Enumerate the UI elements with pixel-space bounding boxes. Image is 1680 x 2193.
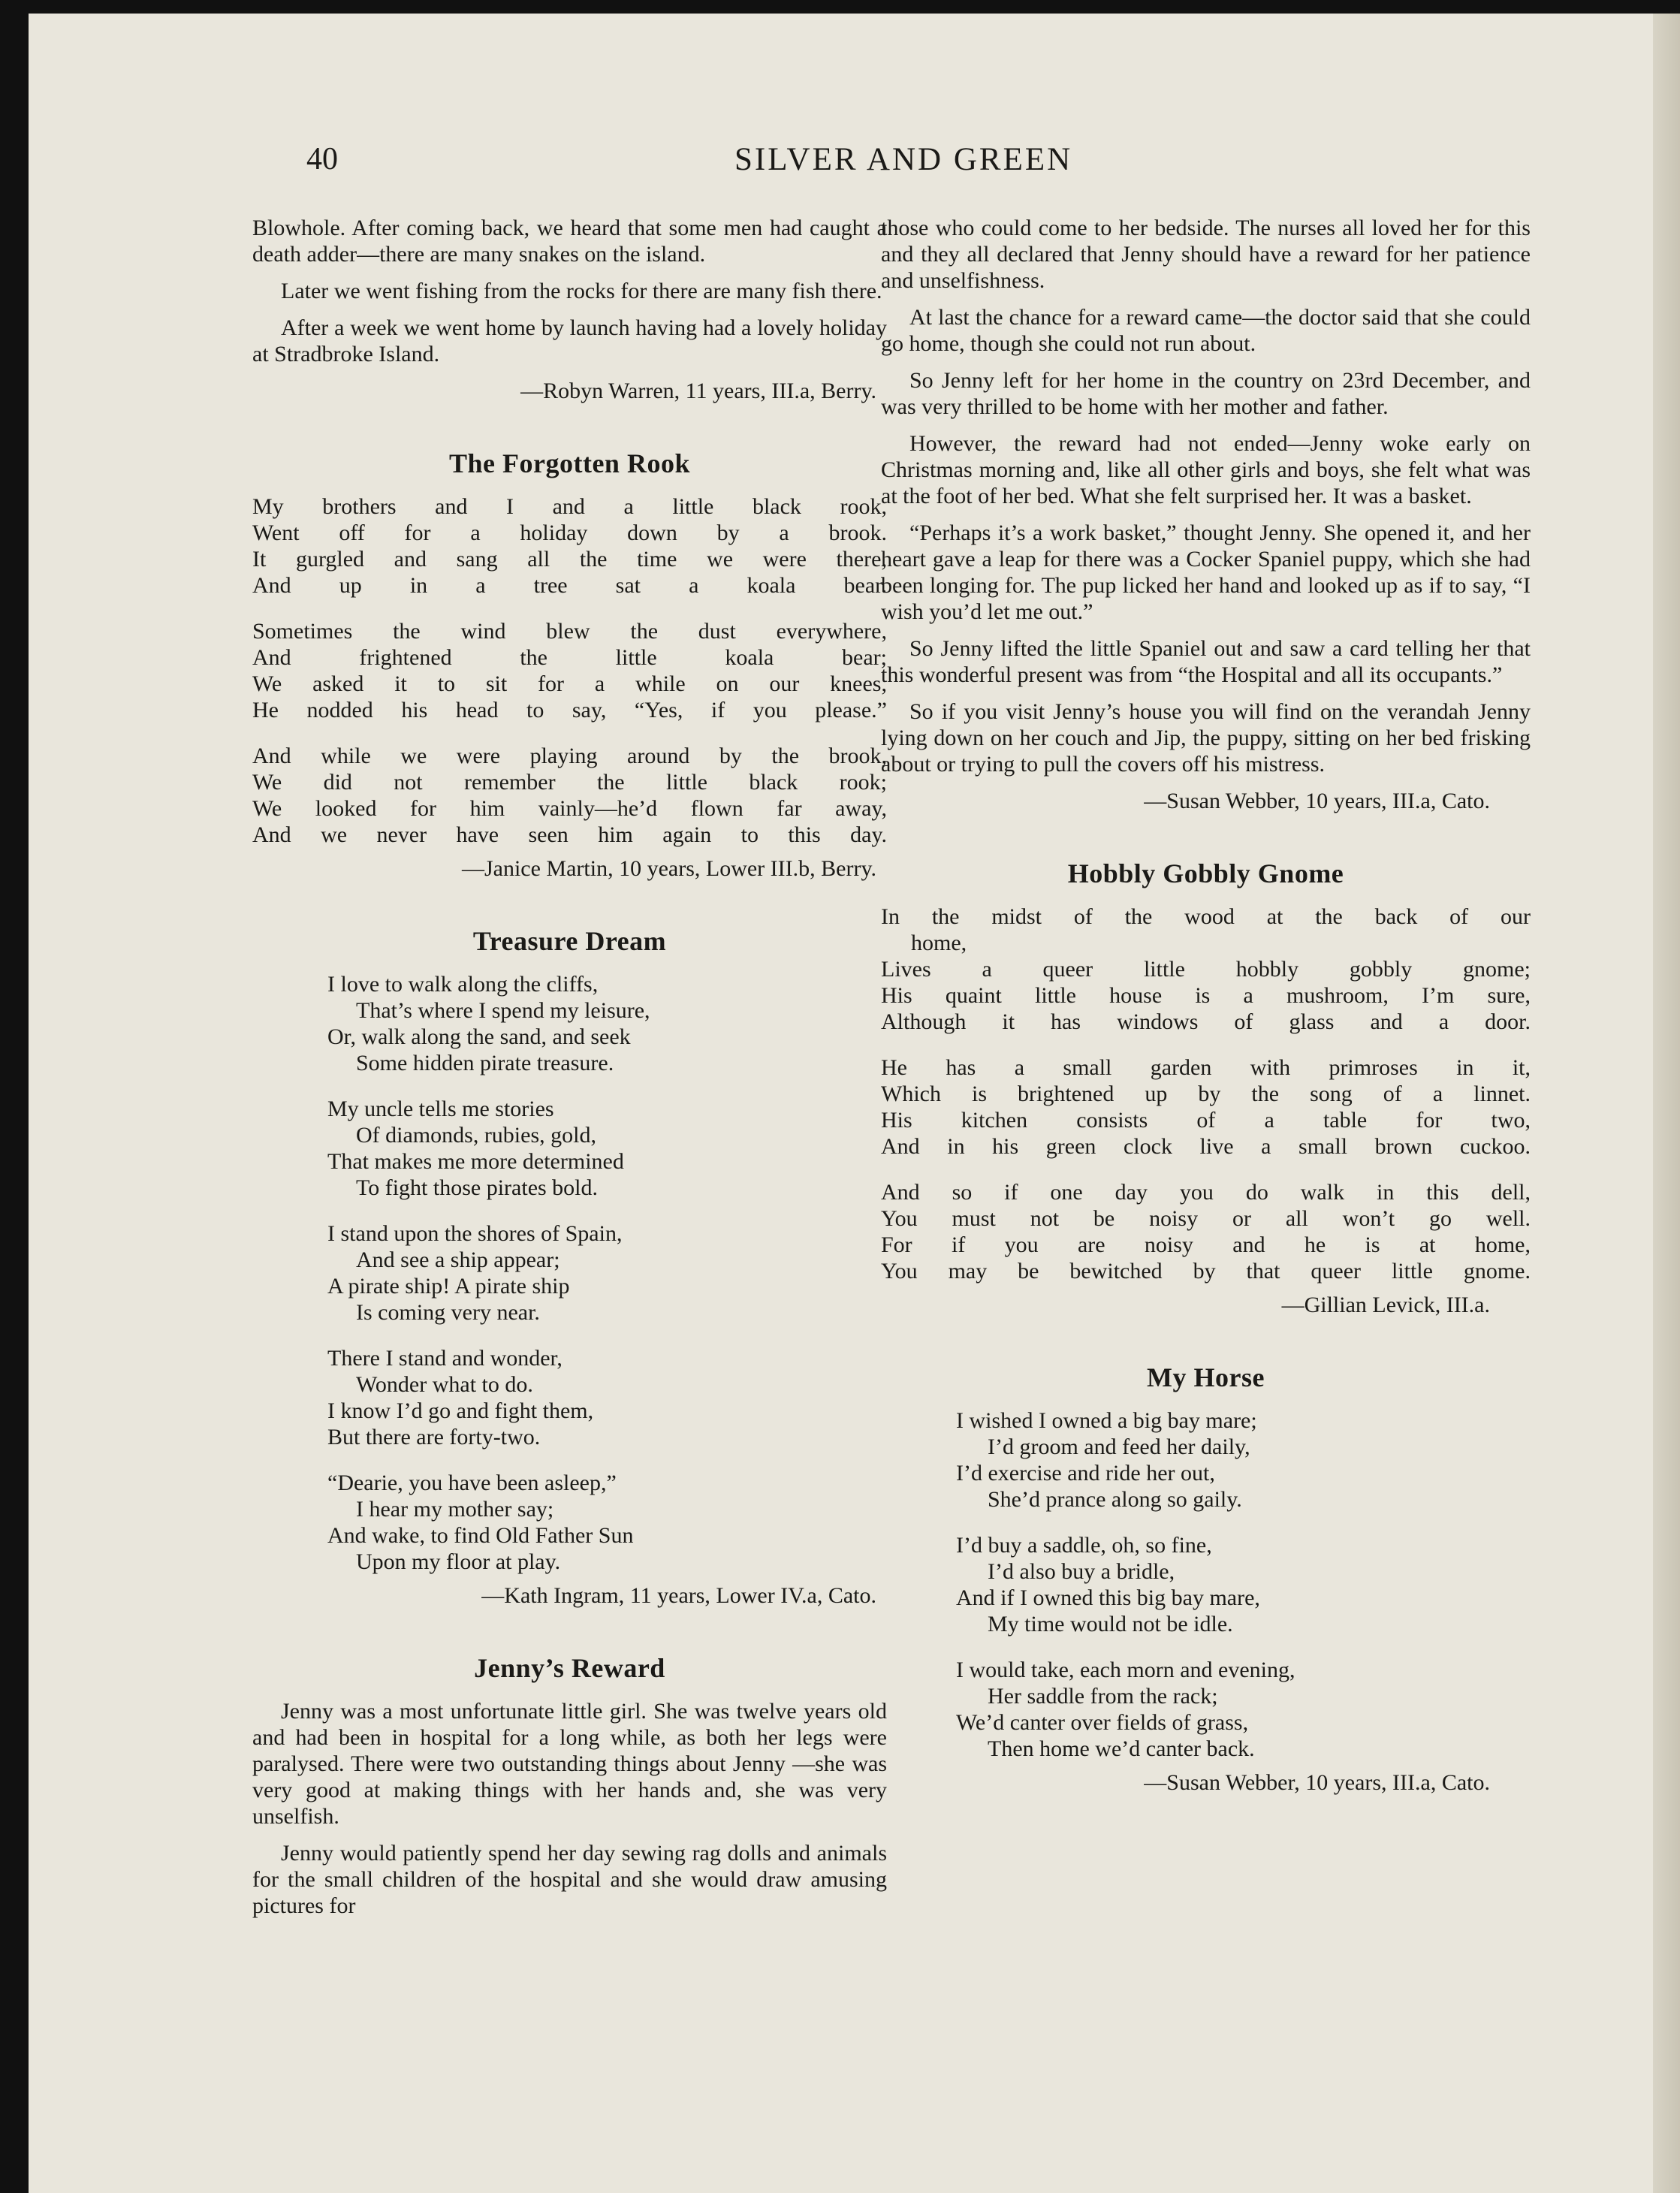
story-title: Jenny’s Reward — [474, 1653, 665, 1683]
running-title: SILVER AND GREEN — [734, 142, 1073, 177]
poem-line: I’d also buy a bridle, — [988, 1559, 1175, 1584]
poem-line: That’s where I spend my leisure, — [356, 998, 650, 1023]
poem-line: A pirate ship! A pirate ship — [327, 1274, 570, 1299]
stanza — [327, 1470, 887, 1575]
byline: —Susan Webber, 10 years, III.a, Cato. — [1144, 1770, 1490, 1795]
byline: —Robyn Warren, 11 years, III.a, Berry. — [520, 379, 876, 403]
poem-line: I hear my mother say; — [356, 1497, 554, 1522]
poem-line: My brothers and I and a little black rook, — [252, 494, 887, 519]
poem-line: And frightened the little koala bear; — [252, 645, 887, 670]
poem-line: Went off for a holiday down by a brook. — [252, 520, 887, 545]
stanza — [252, 618, 887, 723]
page-header — [254, 141, 1606, 186]
poem-line: She’d prance along so gaily. — [988, 1487, 1242, 1512]
poem-line: And wake, to find Old Father Sun — [327, 1523, 634, 1548]
stanza — [252, 493, 887, 599]
poem-line: We did not remember the little black rook; — [252, 770, 887, 795]
poem-line: Which is brightened up by the song of a linnet. — [881, 1081, 1531, 1106]
poem-line: My uncle tells me stories — [327, 1096, 554, 1121]
poem-line: home, — [911, 931, 967, 955]
poem-my-horse — [881, 1407, 1531, 1762]
poem-line: Upon my floor at play. — [356, 1549, 561, 1574]
poem-line: I’d buy a saddle, oh, so fine, — [956, 1533, 1212, 1558]
byline: —Susan Webber, 10 years, III.a, Cato. — [1144, 789, 1490, 813]
stanza — [881, 1054, 1531, 1160]
poem-line: Then home we’d canter back. — [988, 1736, 1255, 1761]
poem-line: And in his green clock live a small brown cuckoo. — [881, 1134, 1531, 1159]
poem-line: We’d canter over fields of grass, — [956, 1710, 1249, 1735]
poem-line: His quaint little house is a mushroom, I’m sure, — [881, 983, 1531, 1008]
poem-line: And we never have seen him again to this day. — [252, 822, 887, 847]
poem-line: Is coming very near. — [356, 1300, 540, 1325]
stanza — [881, 1179, 1531, 1284]
poem-line: And while we were playing around by the brook, — [252, 744, 887, 768]
paragraph: “Perhaps it’s a work basket,” thought Jenny. She opened it, and her heart gave a leap for there was a Cocker Spaniel puppy, which she had been longing for. The pup licked her hand and looked up as if to say, “I wish you’d let me out.” — [881, 520, 1531, 624]
poem-line: And up in a tree sat a koala bear. — [252, 573, 887, 598]
poem-line: I wished I owned a big bay mare; — [956, 1408, 1257, 1433]
poem-line: Lives a queer little hobbly gobbly gnome; — [881, 957, 1531, 982]
poem-line: I know I’d go and fight them, — [327, 1398, 594, 1423]
poem-line: You must not be noisy or all won’t go well. — [881, 1206, 1531, 1231]
poem-line: Some hidden pirate treasure. — [356, 1051, 614, 1075]
stanza — [327, 1096, 887, 1201]
stanza — [881, 903, 1531, 1035]
poem-line: To fight those pirates bold. — [356, 1175, 599, 1200]
paragraph: Later we went fishing from the rocks for there are many fish there. — [281, 279, 882, 303]
poem-line: Her saddle from the rack; — [988, 1684, 1218, 1709]
poem-forgotten-rook — [252, 493, 887, 848]
page-gutter — [1653, 14, 1680, 2193]
poem-line: I would take, each morn and evening, — [956, 1658, 1295, 1682]
paragraph: So if you visit Jenny’s house you will find on the verandah Jenny lying down on her couch and Jip, the puppy, sitting on her bed frisking about or trying to pull the covers off his mistress. — [881, 699, 1531, 777]
poem-line: Wonder what to do. — [356, 1372, 533, 1397]
paragraph: Jenny would patiently spend her day sewing rag dolls and animals for the small children of the hospital and she would draw amusing pictures for — [252, 1841, 887, 1918]
stanza — [956, 1407, 1531, 1513]
poem-hobbly-gobbly-gnome — [881, 903, 1531, 1284]
poem-treasure-dream — [252, 971, 887, 1575]
poem-line: Although it has windows of glass and a door. — [881, 1009, 1531, 1034]
paragraph: Jenny was a most unfortunate little girl. She was twelve years old and had been in hospital for a long while, as both her legs were paralysed. There were two outstanding things about Jenny —she was very good at making things with her hands and, she was very unselfish. — [252, 1699, 887, 1829]
stanza — [956, 1657, 1531, 1762]
poem-line: “Dearie, you have been asleep,” — [327, 1471, 617, 1495]
poem-line: His kitchen consists of a table for two, — [881, 1108, 1531, 1133]
byline: —Janice Martin, 10 years, Lower III.b, Berry. — [461, 856, 876, 881]
poem-title: Hobbly Gobbly Gnome — [1067, 858, 1344, 888]
poem-title: Treasure Dream — [472, 926, 667, 956]
poem-line: There I stand and wonder, — [327, 1346, 563, 1371]
poem-line: And see a ship appear; — [356, 1247, 560, 1272]
poem-line: I stand upon the shores of Spain, — [327, 1221, 623, 1246]
paragraph: After a week we went home by launch having had a lovely holiday at Stradbroke Island. — [252, 315, 887, 367]
poem-title: My Horse — [1147, 1362, 1265, 1392]
poem-line: He has a small garden with primroses in it, — [881, 1055, 1531, 1080]
poem-line: It gurgled and sang all the time we were there, — [252, 547, 887, 572]
poem-line: We asked it to sit for a while on our knees, — [252, 671, 887, 696]
poem-line: Sometimes the wind blew the dust everywhere, — [252, 619, 887, 644]
poem-title: The Forgotten Rook — [449, 448, 690, 478]
magazine-page — [29, 14, 1680, 2193]
poem-line: In the midst of the wood at the back of our — [881, 904, 1531, 929]
poem-line: I’d exercise and ride her out, — [956, 1461, 1215, 1486]
stanza — [327, 1345, 887, 1450]
poem-line: That makes me more determined — [327, 1149, 624, 1174]
poem-line: I’d groom and feed her daily, — [988, 1434, 1250, 1459]
paragraph: At last the chance for a reward came—the doctor said that she could go home, though she could not run about. — [881, 305, 1531, 356]
poem-line: I love to walk along the cliffs, — [327, 972, 599, 997]
poem-line: Or, walk along the sand, and seek — [327, 1024, 631, 1049]
poem-line: And if I owned this big bay mare, — [956, 1585, 1260, 1610]
page-number: 40 — [306, 142, 338, 176]
poem-line: But there are forty-two. — [327, 1425, 541, 1449]
paragraph: So Jenny lifted the little Spaniel out and saw a card telling her that this wonderful present was from “the Hospital and all its occupants.” — [881, 636, 1531, 687]
paragraph: However, the reward had not ended—Jenny woke early on Christmas morning and, like all other girls and boys, she felt what was at the foot of her bed. What she felt surprised her. It was a basket. — [881, 431, 1531, 508]
right-column — [881, 215, 1531, 1796]
poem-line: For if you are noisy and he is at home, — [881, 1232, 1531, 1257]
poem-line: You may be bewitched by that queer little gnome. — [881, 1259, 1531, 1284]
byline: —Gillian Levick, III.a. — [1281, 1293, 1490, 1317]
poem-line: My time would not be idle. — [988, 1612, 1233, 1636]
paragraph: So Jenny left for her home in the country on 23rd December, and was very thrilled to be home with her mother and father. — [881, 368, 1531, 419]
paragraph: Blowhole. After coming back, we heard that some men had caught a death adder—there are many snakes on the island. — [252, 216, 887, 267]
poem-line: We looked for him vainly—he’d flown far away, — [252, 796, 887, 821]
byline: —Kath Ingram, 11 years, Lower IV.a, Cato. — [481, 1583, 876, 1608]
poem-line: And so if one day you do walk in this dell, — [881, 1180, 1531, 1205]
poem-line: Of diamonds, rubies, gold, — [356, 1123, 596, 1148]
stanza — [956, 1532, 1531, 1637]
poem-line: He nodded his head to say, “Yes, if you please.” — [252, 698, 887, 722]
stanza — [327, 1220, 887, 1326]
stanza — [327, 971, 887, 1076]
left-column — [252, 215, 887, 1929]
stanza — [252, 743, 887, 848]
paragraph: those who could come to her bedside. The nurses all loved her for this and they all declared that Jenny should have a reward for her patience and unselfishness. — [881, 216, 1531, 293]
